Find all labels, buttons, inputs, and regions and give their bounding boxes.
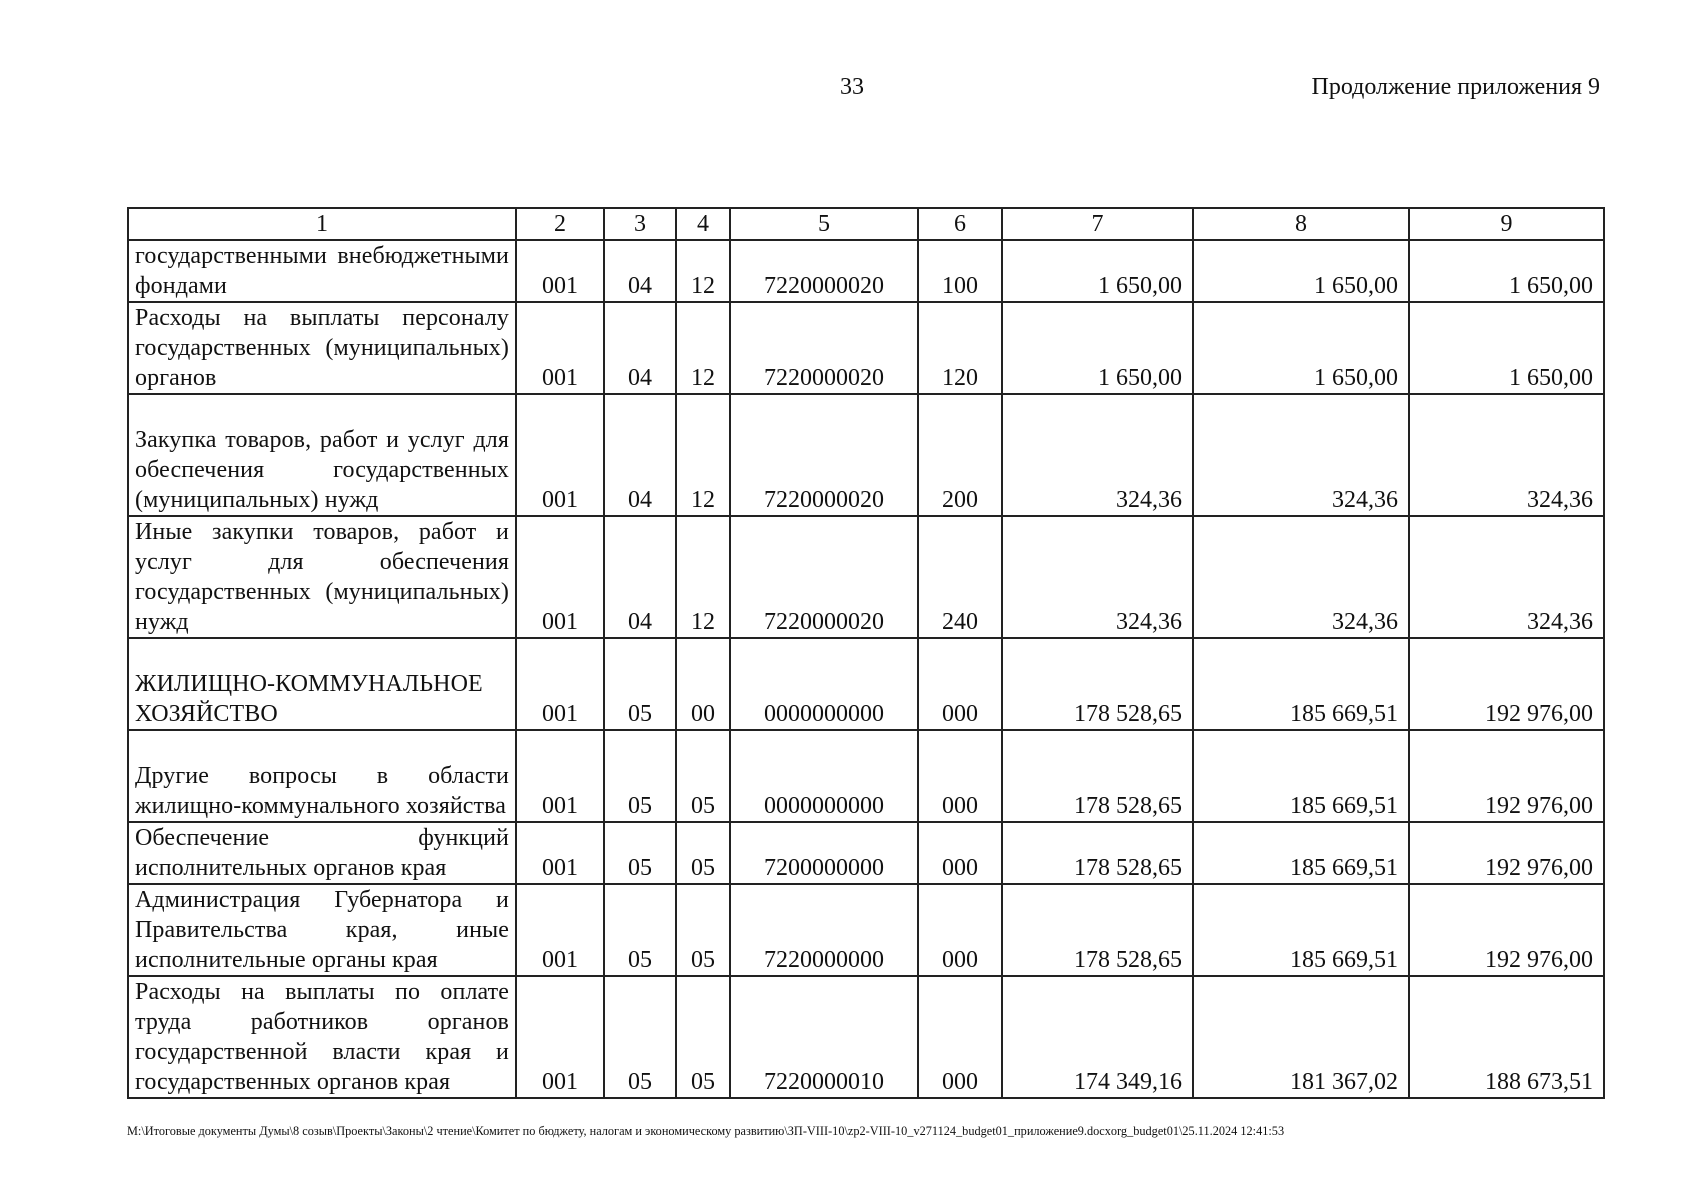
- row-description: государственными внебюджетными фондами: [128, 240, 516, 302]
- cell-col2: 001: [516, 394, 604, 516]
- cell-col9: 188 673,51: [1409, 976, 1604, 1098]
- cell-col7: 178 528,65: [1002, 730, 1193, 822]
- cell-col5: 7220000020: [730, 394, 918, 516]
- cell-col8: 185 669,51: [1193, 730, 1409, 822]
- cell-col4: 05: [676, 884, 730, 976]
- column-number: 9: [1409, 208, 1604, 240]
- cell-col6: 000: [918, 730, 1002, 822]
- row-description: Расходы на выплаты персоналу государственных (муниципальных) органов: [128, 302, 516, 394]
- cell-col8: 185 669,51: [1193, 822, 1409, 884]
- cell-col5: 0000000000: [730, 638, 918, 730]
- cell-col8: 185 669,51: [1193, 638, 1409, 730]
- cell-col6: 000: [918, 976, 1002, 1098]
- table-row: [128, 638, 1604, 730]
- row-description: Другие вопросы в области жилищно-коммунального хозяйства: [128, 730, 516, 822]
- cell-col2: 001: [516, 822, 604, 884]
- row-description: ЖИЛИЩНО-КОММУНАЛЬНОЕ ХОЗЯЙСТВО: [128, 638, 516, 730]
- cell-col6: 000: [918, 638, 1002, 730]
- cell-col5: 7220000020: [730, 516, 918, 638]
- cell-col2: 001: [516, 638, 604, 730]
- cell-col2: 001: [516, 730, 604, 822]
- cell-col7: 178 528,65: [1002, 822, 1193, 884]
- cell-col2: 001: [516, 516, 604, 638]
- row-description: Иные закупки товаров, работ и услуг для обеспечения государственных (муниципальных) нужд: [128, 516, 516, 638]
- cell-col3: 05: [604, 884, 676, 976]
- column-number: 6: [918, 208, 1002, 240]
- cell-col4: 05: [676, 730, 730, 822]
- cell-col7: 1 650,00: [1002, 302, 1193, 394]
- cell-col7: 1 650,00: [1002, 240, 1193, 302]
- cell-col7: 174 349,16: [1002, 976, 1193, 1098]
- cell-col9: 1 650,00: [1409, 302, 1604, 394]
- column-number: 5: [730, 208, 918, 240]
- cell-col9: 1 650,00: [1409, 240, 1604, 302]
- cell-col5: 7220000010: [730, 976, 918, 1098]
- cell-col3: 05: [604, 730, 676, 822]
- cell-col9: 192 976,00: [1409, 638, 1604, 730]
- cell-col5: 0000000000: [730, 730, 918, 822]
- cell-col8: 1 650,00: [1193, 302, 1409, 394]
- cell-col9: 192 976,00: [1409, 884, 1604, 976]
- column-number: 3: [604, 208, 676, 240]
- cell-col7: 178 528,65: [1002, 638, 1193, 730]
- cell-col5: 7220000020: [730, 240, 918, 302]
- cell-col9: 192 976,00: [1409, 730, 1604, 822]
- cell-col6: 200: [918, 394, 1002, 516]
- cell-col9: 324,36: [1409, 516, 1604, 638]
- cell-col3: 04: [604, 516, 676, 638]
- cell-col3: 05: [604, 638, 676, 730]
- cell-col6: 240: [918, 516, 1002, 638]
- cell-col4: 00: [676, 638, 730, 730]
- cell-col6: 120: [918, 302, 1002, 394]
- cell-col8: 185 669,51: [1193, 884, 1409, 976]
- cell-col8: 1 650,00: [1193, 240, 1409, 302]
- cell-col4: 12: [676, 302, 730, 394]
- column-number: 8: [1193, 208, 1409, 240]
- cell-col8: 324,36: [1193, 394, 1409, 516]
- cell-col8: 324,36: [1193, 516, 1409, 638]
- cell-col8: 181 367,02: [1193, 976, 1409, 1098]
- column-number: 1: [128, 208, 516, 240]
- cell-col3: 04: [604, 302, 676, 394]
- table-row: [128, 394, 1604, 516]
- cell-col3: 04: [604, 240, 676, 302]
- table-row: [128, 302, 1604, 394]
- appendix-caption: Продолжение приложения 9: [1311, 74, 1600, 100]
- cell-col4: 12: [676, 394, 730, 516]
- cell-col2: 001: [516, 240, 604, 302]
- table-row: [128, 730, 1604, 822]
- cell-col2: 001: [516, 884, 604, 976]
- table-row: [128, 516, 1604, 638]
- cell-col5: 7220000020: [730, 302, 918, 394]
- cell-col4: 12: [676, 240, 730, 302]
- cell-col6: 000: [918, 822, 1002, 884]
- cell-col9: 324,36: [1409, 394, 1604, 516]
- budget-table: [127, 207, 1605, 1099]
- cell-col4: 05: [676, 976, 730, 1098]
- column-number: 2: [516, 208, 604, 240]
- cell-col7: 178 528,65: [1002, 884, 1193, 976]
- column-number: 7: [1002, 208, 1193, 240]
- table-row: [128, 884, 1604, 976]
- cell-col7: 324,36: [1002, 394, 1193, 516]
- row-description: Закупка товаров, работ и услуг для обеспечения государственных (муниципальных) нужд: [128, 394, 516, 516]
- cell-col3: 04: [604, 394, 676, 516]
- column-number-row: [128, 208, 1604, 240]
- cell-col4: 12: [676, 516, 730, 638]
- row-description: Обеспечение функций исполнительных органов края: [128, 822, 516, 884]
- row-description: Администрация Губернатора и Правительства края, иные исполнительные органы края: [128, 884, 516, 976]
- cell-col4: 05: [676, 822, 730, 884]
- cell-col7: 324,36: [1002, 516, 1193, 638]
- cell-col6: 100: [918, 240, 1002, 302]
- cell-col6: 000: [918, 884, 1002, 976]
- column-number: 4: [676, 208, 730, 240]
- cell-col2: 001: [516, 976, 604, 1098]
- cell-col5: 7200000000: [730, 822, 918, 884]
- table-row: [128, 240, 1604, 302]
- cell-col3: 05: [604, 822, 676, 884]
- cell-col5: 7220000000: [730, 884, 918, 976]
- table-row: [128, 822, 1604, 884]
- page-number: 33: [840, 74, 864, 100]
- cell-col9: 192 976,00: [1409, 822, 1604, 884]
- cell-col2: 001: [516, 302, 604, 394]
- row-description: Расходы на выплаты по оплате труда работников органов государственной власти края и государственных органов края: [128, 976, 516, 1098]
- table-row: [128, 976, 1604, 1098]
- cell-col3: 05: [604, 976, 676, 1098]
- footer-file-path: M:\Итоговые документы Думы\8 созыв\Проекты\Законы\2 чтение\Комитет по бюджету, налогам и экономическому развитию\ЗП-VIII-10\zp2-VIII-10_v271124_budget01_приложение9.docxorg_budget01\25.11.2024 12:41:53: [127, 1124, 1285, 1138]
